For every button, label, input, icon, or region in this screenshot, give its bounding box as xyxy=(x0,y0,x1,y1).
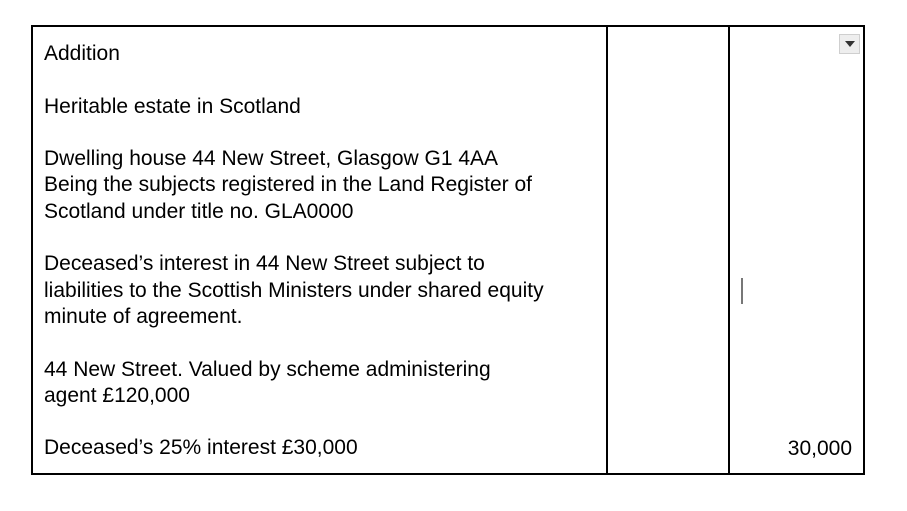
description-cell[interactable] xyxy=(44,41,600,462)
column-divider xyxy=(606,27,608,473)
valuation-note: 44 New Street. Valued by scheme administering agent £120,000 xyxy=(44,357,491,407)
amount-cell[interactable]: 30,000 xyxy=(787,437,852,460)
column-divider xyxy=(728,27,730,473)
interest-description: Deceased’s interest in 44 New Street subject to liabilities to the Scottish Ministers under shared equity minute of agreement. xyxy=(44,252,544,328)
chevron-down-icon xyxy=(845,41,855,47)
estate-table xyxy=(31,25,865,475)
text-cursor xyxy=(741,278,743,304)
property-description: Dwelling house 44 New Street, Glasgow G1 4AA Being the subjects registered in the Land Register of Scotland under title no. GLA0000 xyxy=(44,147,532,223)
dropdown-button[interactable] xyxy=(839,34,860,54)
subheading: Heritable estate in Scotland xyxy=(44,94,301,118)
interest-value-line: Deceased’s 25% interest £30,000 xyxy=(44,436,358,460)
section-heading: Addition xyxy=(44,42,120,65)
